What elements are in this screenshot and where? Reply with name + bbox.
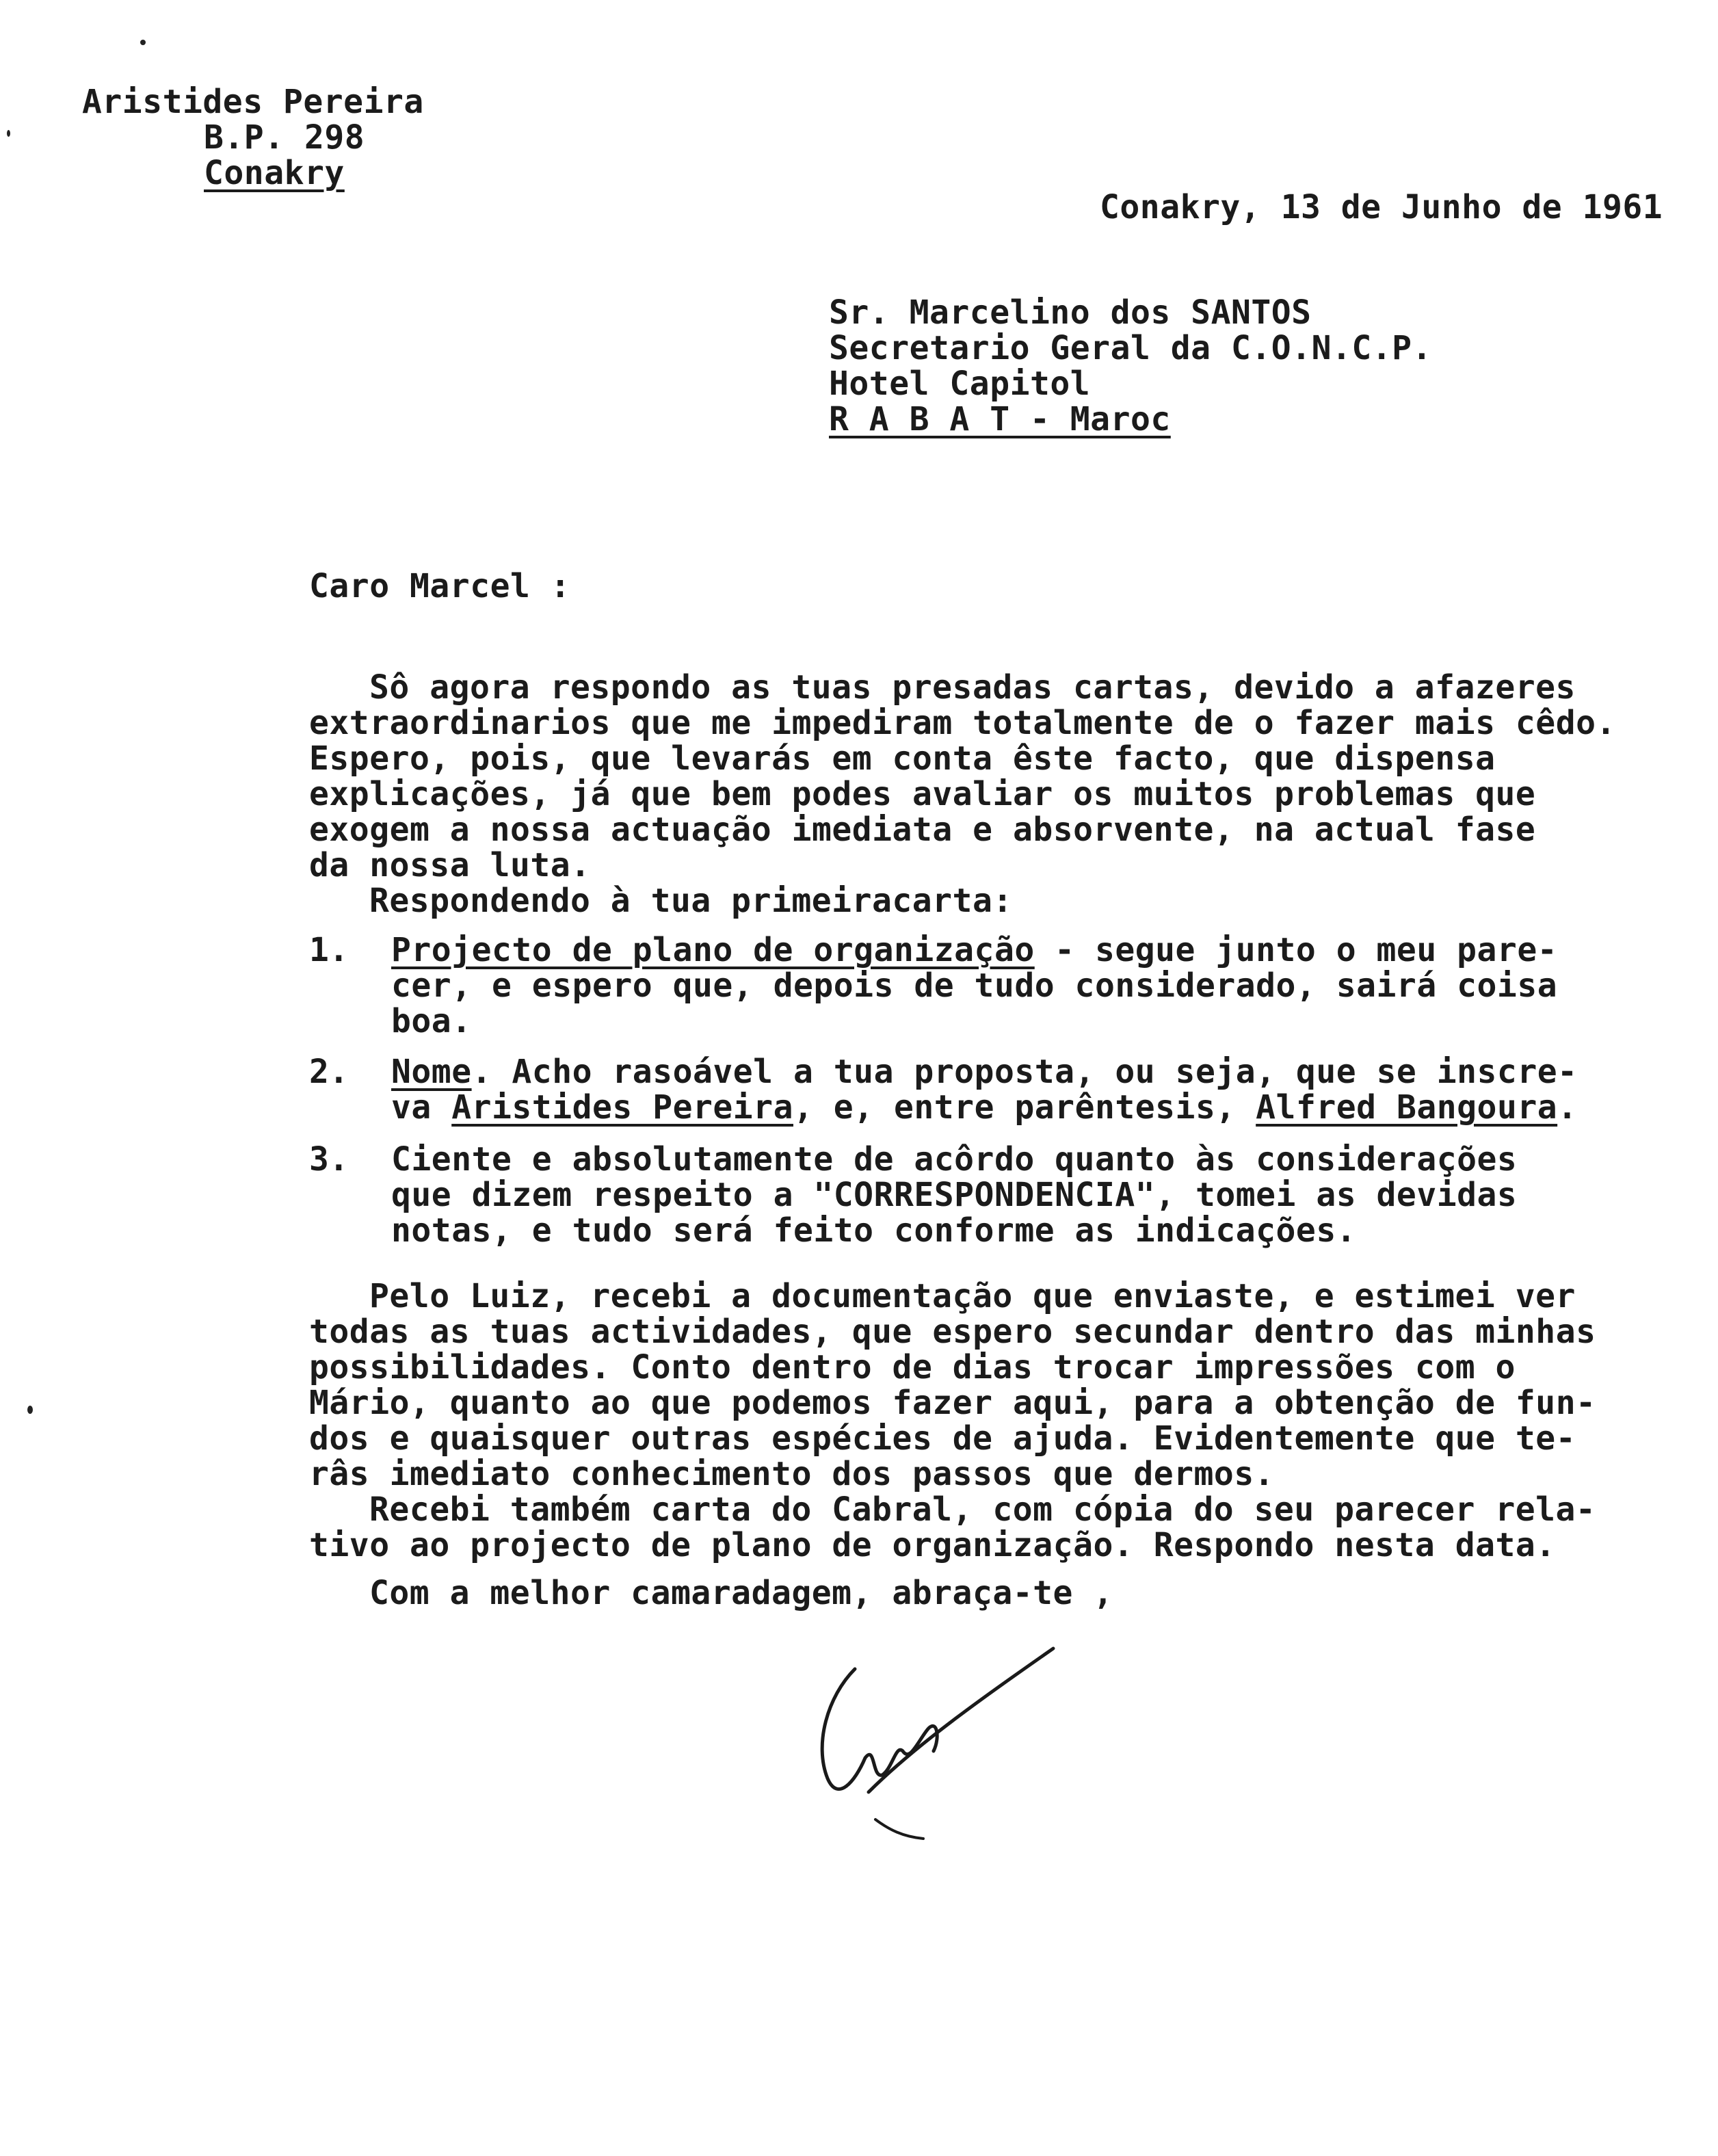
closing-line: Com a melhor camaradagem, abraça-te , (369, 1574, 1113, 1612)
dateline: Conakry, 13 de Junho de 1961 (1100, 188, 1663, 226)
item2-mid: , e, entre parêntesis, (793, 1088, 1256, 1127)
para2-line: possibilidades. Conto dentro de dias trocar impressões com o (309, 1348, 1516, 1386)
sender-name: Aristides Pereira (82, 83, 424, 121)
item2-name1: Aristides Pereira (451, 1088, 793, 1127)
handwritten-signature (807, 1642, 1081, 1840)
item2-number: 2. (309, 1053, 349, 1091)
recipient-line2: Secretario Geral da C.O.N.C.P. (829, 329, 1432, 367)
item1-line3: boa. (391, 1002, 472, 1040)
para1-line: Sô agora respondo as tuas presadas cartas, devido a afazeres (369, 668, 1576, 707)
para1-line: explicações, já que bem podes avaliar os muitos problemas que (309, 775, 1536, 813)
recipient-line4: R A B A T - Maroc (829, 400, 1171, 438)
ink-speck (7, 130, 10, 137)
item3-line3: notas, e tudo será feito conforme as indicações. (391, 1211, 1357, 1250)
item3-number: 3. (309, 1140, 349, 1179)
item1-rest: - segue junto o meu pare- (1034, 931, 1558, 969)
para2-line: Mário, quanto ao que podemos fazer aqui, para a obtenção de fun- (309, 1384, 1596, 1422)
para1-line: extraordinarios que me impediram totalmente de o fazer mais cêdo. (309, 704, 1616, 742)
recipient-line1: Sr. Marcelino dos SANTOS (829, 293, 1312, 332)
item2-pre: va (391, 1088, 452, 1127)
recipient-line3: Hotel Capitol (829, 365, 1091, 403)
salutation: Caro Marcel : (309, 567, 571, 605)
item1-line2: cer, e espero que, depois de tudo considerado, sairá coisa (391, 967, 1558, 1005)
item2-end: . (1557, 1088, 1578, 1127)
item1-line1 (391, 932, 1557, 969)
para3-line: tivo ao projecto de plano de organização. Respondo nesta data. (309, 1526, 1556, 1564)
item2-rest: . Acho rasoável a tua proposta, ou seja, que se inscre- (471, 1053, 1578, 1091)
item2-line2 (391, 1089, 1578, 1126)
para2-line: râs imediato conhecimento dos passos que dermos. (309, 1455, 1275, 1493)
para2-line: Pelo Luiz, recebi a documentação que enviaste, e estimei ver (369, 1277, 1576, 1315)
item1-number: 1. (309, 931, 349, 969)
para1-line: exogem a nossa actuação imediata e absorvente, na actual fase (309, 811, 1536, 849)
para1-line: da nossa luta. (309, 846, 591, 884)
para3-line: Recebi também carta do Cabral, com cópia do seu parecer rela- (369, 1490, 1596, 1529)
sender-city: Conakry (204, 154, 345, 192)
item2-label: Nome (391, 1053, 472, 1091)
intro-line: Respondendo à tua primeiracarta: (369, 882, 1013, 920)
sender-box: B.P. 298 (204, 118, 365, 157)
item2-name2: Alfred Bangoura (1256, 1088, 1558, 1127)
ink-speck (27, 1406, 33, 1414)
item3-line1: Ciente e absolutamente de acôrdo quanto às considerações (391, 1140, 1518, 1179)
item2-line1 (391, 1053, 1578, 1090)
item3-line2: que dizem respeito a "CORRESPONDENCIA", tomei as devidas (391, 1176, 1518, 1214)
para2-line: todas as tuas actividades, que espero secundar dentro das minhas (309, 1313, 1596, 1351)
para1-line: Espero, pois, que levarás em conta êste facto, que dispensa (309, 739, 1496, 778)
item1-label: Projecto de plano de organização (391, 931, 1035, 969)
para2-line: dos e quaisquer outras espécies de ajuda. Evidentemente que te- (309, 1419, 1576, 1458)
ink-speck (140, 40, 146, 45)
